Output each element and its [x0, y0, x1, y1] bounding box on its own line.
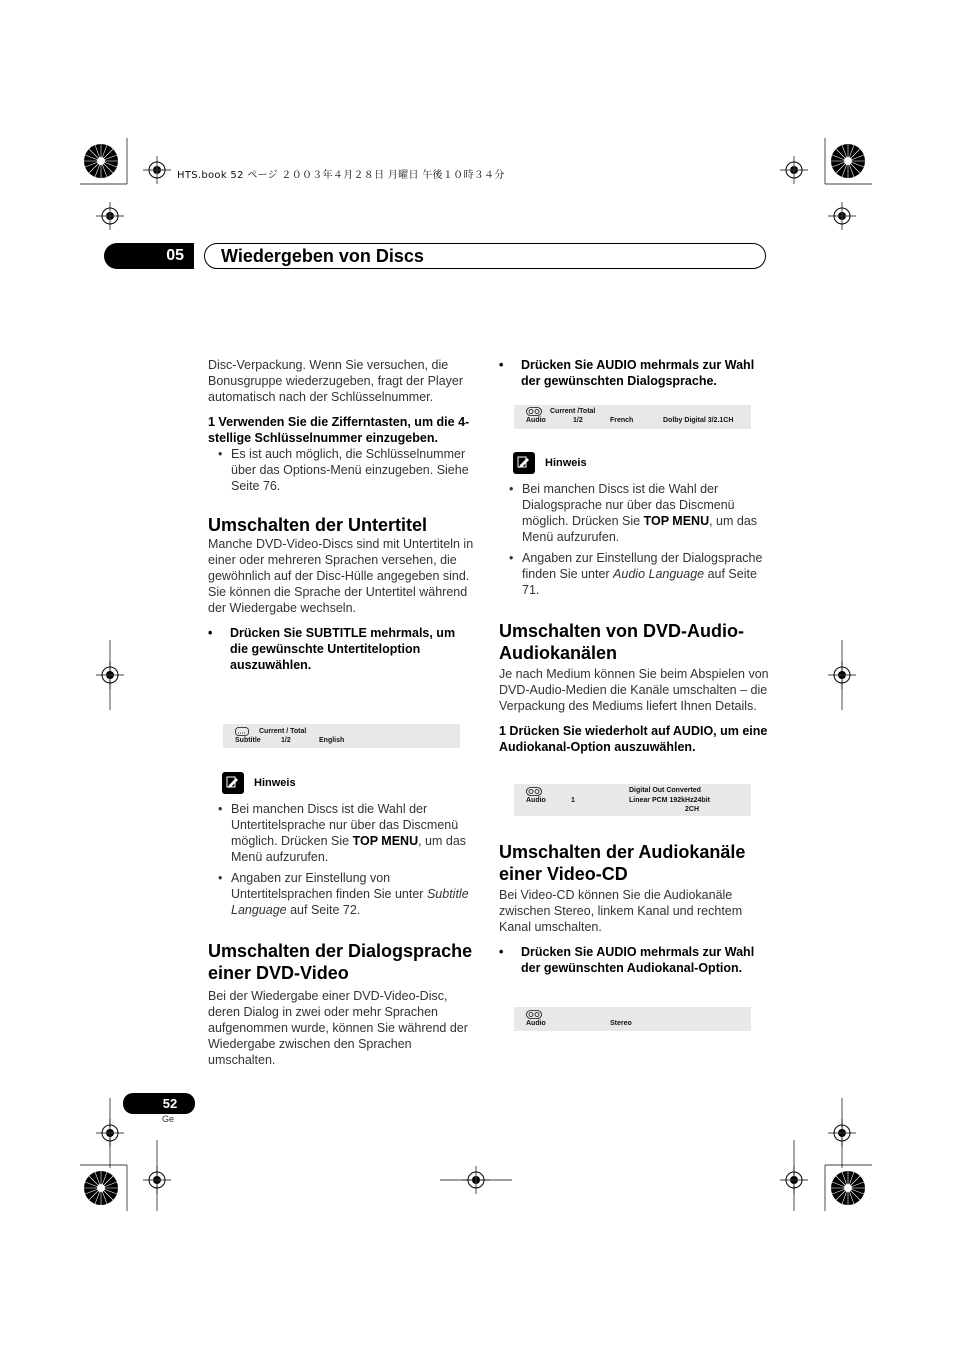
note-pencil-icon [222, 772, 244, 794]
chapter-title: Wiedergeben von Discs [221, 245, 424, 266]
left-note-2: • Angaben zur Einstellung von Untertitelsprachen finden Sie unter Subtitle Language auf Seite 72. [208, 870, 476, 918]
osd-vcd-label: Audio [526, 1020, 546, 1027]
osd-dvda-line2: Linear PCM 192kHz24bit [629, 797, 710, 804]
dvda-body: Je nach Medium können Sie beim Abspielen von DVD-Audio-Medien die Kanäle umschalten – die Verpackung des Mediums liefert Ihnen Details. [499, 667, 769, 713]
step-1-bullet: • Es ist auch möglich, die Schlüsselnummer über das Options-Menü einzugeben. Siehe Seite 76. [208, 446, 476, 494]
chapter-title-box [204, 243, 766, 269]
hinweis-label: Hinweis [545, 457, 587, 469]
audio-icon [526, 787, 542, 796]
osd-vcd-display [514, 1007, 751, 1031]
subtitle-heading: Umschalten der Untertitel [208, 515, 428, 535]
left-column [208, 357, 476, 673]
audio-icon [526, 407, 542, 416]
osd-dvda-label: Audio [526, 797, 546, 804]
osd-audio-display [514, 405, 751, 429]
audio-icon [526, 1010, 542, 1019]
subtitle-body: Manche DVD-Video-Discs sind mit Untertiteln in einer oder mehreren Sprachen versehen, die gewöhnlich auf der Disc-Hülle angegeben sind. Sie können die Sprache der Untertitel während der Wiedergabe wechseln. [208, 537, 474, 615]
osd-dvda-line3: 2CH [685, 806, 700, 813]
hinweis-label: Hinweis [254, 777, 296, 789]
left-note-1: • Bei manchen Discs ist die Wahl der Untertitelsprache nur über das Discmenü möglich. Drücken Sie TOP MENU, um das Menü aufzurufen. [208, 801, 476, 865]
subtitle-step: • Drücken Sie SUBTITLE mehrmals, um die gewünschte Untertiteloption auszuwählen. [208, 625, 476, 673]
osd-vcd-value: Stereo [610, 1020, 632, 1027]
osd-audio-header: Current /Total [550, 408, 596, 415]
osd-subtitle-display [223, 724, 460, 748]
vcd-step: • Drücken Sie AUDIO mehrmals zur Wahl der gewünschten Audiokanal-Option. [499, 944, 769, 976]
osd-audio-lang: French [610, 417, 634, 424]
right-note-1: • Bei manchen Discs ist die Wahl der Dialogsprache nur über das Discmenü möglich. Drücken Sie TOP MENU, um das Menü aufzurufen. [499, 481, 765, 545]
dialog-section [208, 940, 476, 1068]
osd-dvda-line1: Digital Out Converted [629, 787, 701, 794]
subtitle-icon [235, 727, 249, 736]
audio-step: • Drücken Sie AUDIO mehrmals zur Wahl der gewünschten Dialogsprache. [499, 357, 765, 389]
intro-paragraph: Disc-Verpackung. Wenn Sie versuchen, die Bonusgruppe wiederzugeben, fragt der Player automatisch nach der Schlüsselnummer. [208, 358, 464, 404]
right-notes [499, 481, 765, 598]
dvda-step: 1 Drücken Sie wiederholt auf AUDIO, um eine Audiokanal-Option auszuwählen. [499, 724, 768, 754]
step-1: 1 Verwenden Sie die Zifferntasten, um die 4-stellige Schlüsselnummer einzugeben. [208, 415, 470, 445]
note-pencil-icon [513, 452, 535, 474]
left-hinweis [222, 772, 296, 794]
dvda-heading: Umschalten von DVD-Audio-Audiokanälen [499, 621, 745, 663]
dialog-body: Bei der Wiedergabe einer DVD-Video-Disc, deren Dialog in zwei oder mehr Sprachen aufgenommen wurde, können Sie während der Wiedergabe zwischen den Sprachen umschalten. [208, 989, 468, 1067]
right-note-2: • Angaben zur Einstellung der Dialogsprache finden Sie unter Audio Language auf Seite 71. [499, 550, 765, 598]
osd-audio-value: 1/2 [573, 417, 583, 424]
right-column-top [499, 357, 765, 389]
osd-subtitle-header: Current / Total [259, 728, 307, 735]
osd-subtitle-value: 1/2 [281, 737, 291, 744]
page-language-code: Ge [162, 1114, 175, 1124]
chapter-number-badge: 05 [104, 243, 194, 269]
osd-subtitle-lang: English [319, 737, 345, 744]
vcd-body: Bei Video-CD können Sie die Audiokanäle zwischen Stereo, linkem Kanal und rechtem Kanal umschalten. [499, 888, 743, 934]
left-notes [208, 801, 476, 918]
vcd-heading: Umschalten der Audiokanäle einer Video-CD [499, 842, 746, 884]
vcd-section [499, 841, 769, 976]
osd-dvda-display [514, 784, 751, 816]
dialog-heading: Umschalten der Dialogsprache einer DVD-Video [208, 941, 473, 983]
osd-audio-label: Audio [526, 417, 546, 424]
dvda-section [499, 620, 769, 755]
right-hinweis [513, 452, 587, 474]
osd-audio-format: Dolby Digital 3/2.1CH [663, 417, 734, 424]
osd-dvda-value: 1 [571, 797, 575, 804]
osd-subtitle-label: Subtitle [235, 737, 261, 744]
print-header: HTS.book 52 ページ ２００３年４月２８日 月曜日 午後１０時３４分 [177, 170, 505, 181]
page-number-badge: 52 [123, 1093, 195, 1114]
